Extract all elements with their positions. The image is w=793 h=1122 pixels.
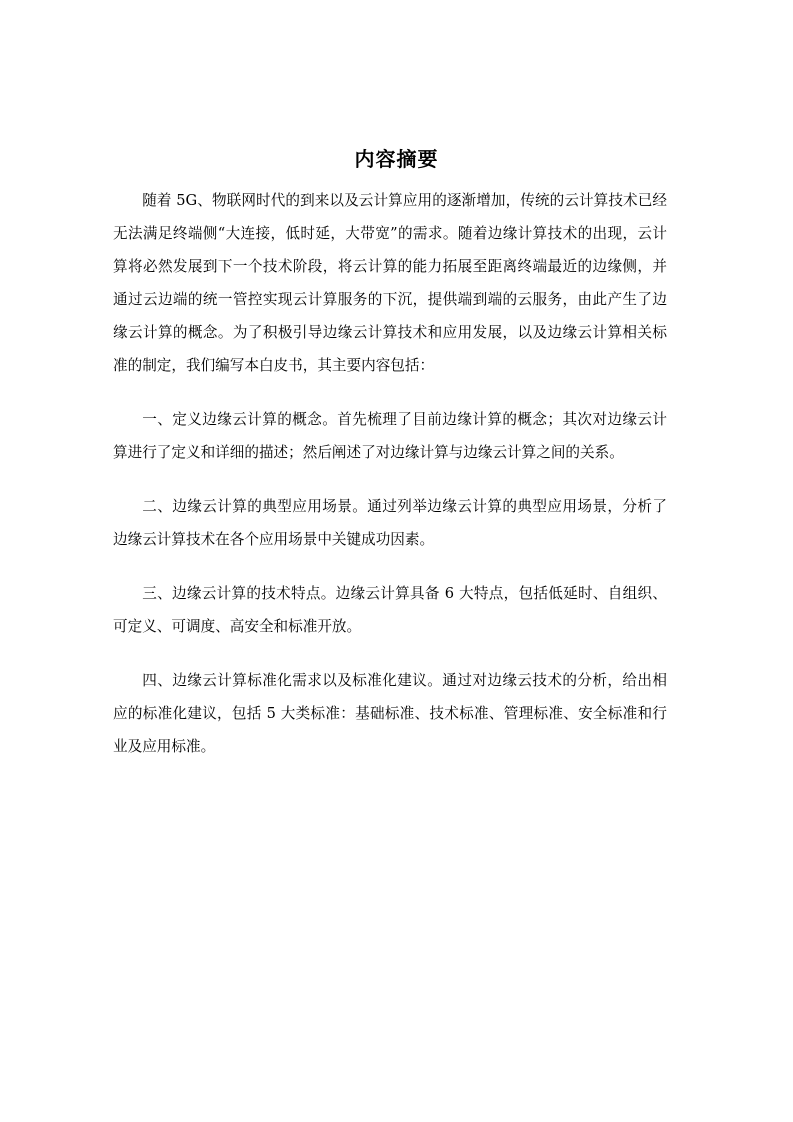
- paragraph-item-2: 二、边缘云计算的典型应用场景。通过列举边缘云计算的典型应用场景，分析了边缘云计算技术在各个应用场景中关键成功因素。: [113, 498, 667, 548]
- abstract-body: [113, 184, 667, 763]
- paragraph-item-1: 一、定义边缘云计算的概念。首先梳理了目前边缘计算的概念；其次对边缘云计算进行了定义和详细的描述；然后阐述了对边缘计算与边缘云计算之间的关系。: [113, 411, 667, 461]
- paragraph-item-4: 四、边缘云计算标准化需求以及标准化建议。通过对边缘云技术的分析，给出相应的标准化建议，包括 5 大类标准：基础标准、技术标准、管理标准、安全标准和行业及应用标准。: [113, 672, 667, 755]
- paragraph-intro: 随着 5G、物联网时代的到来以及云计算应用的逐渐增加，传统的云计算技术已经无法满足终端侧“大连接，低时延，大带宽”的需求。随着边缘计算技术的出现，云计算将必然发展到下一个技术阶段，将云计算的能力拓展至距离终端最近的边缘侧，并通过云边端的统一管控实现云计算服务的下沉，提供端到端的云服务，由此产生了边缘云计算的概念。为了积极引导边缘云计算技术和应用发展，以及边缘云计算相关标准的制定，我们编写本白皮书，其主要内容包括：: [113, 192, 667, 374]
- paragraph-item-3: 三、边缘云计算的技术特点。边缘云计算具备 6 大特点，包括低延时、自组织、可定义、可调度、高安全和标准开放。: [113, 585, 667, 635]
- page-title: 内容摘要: [354, 147, 439, 171]
